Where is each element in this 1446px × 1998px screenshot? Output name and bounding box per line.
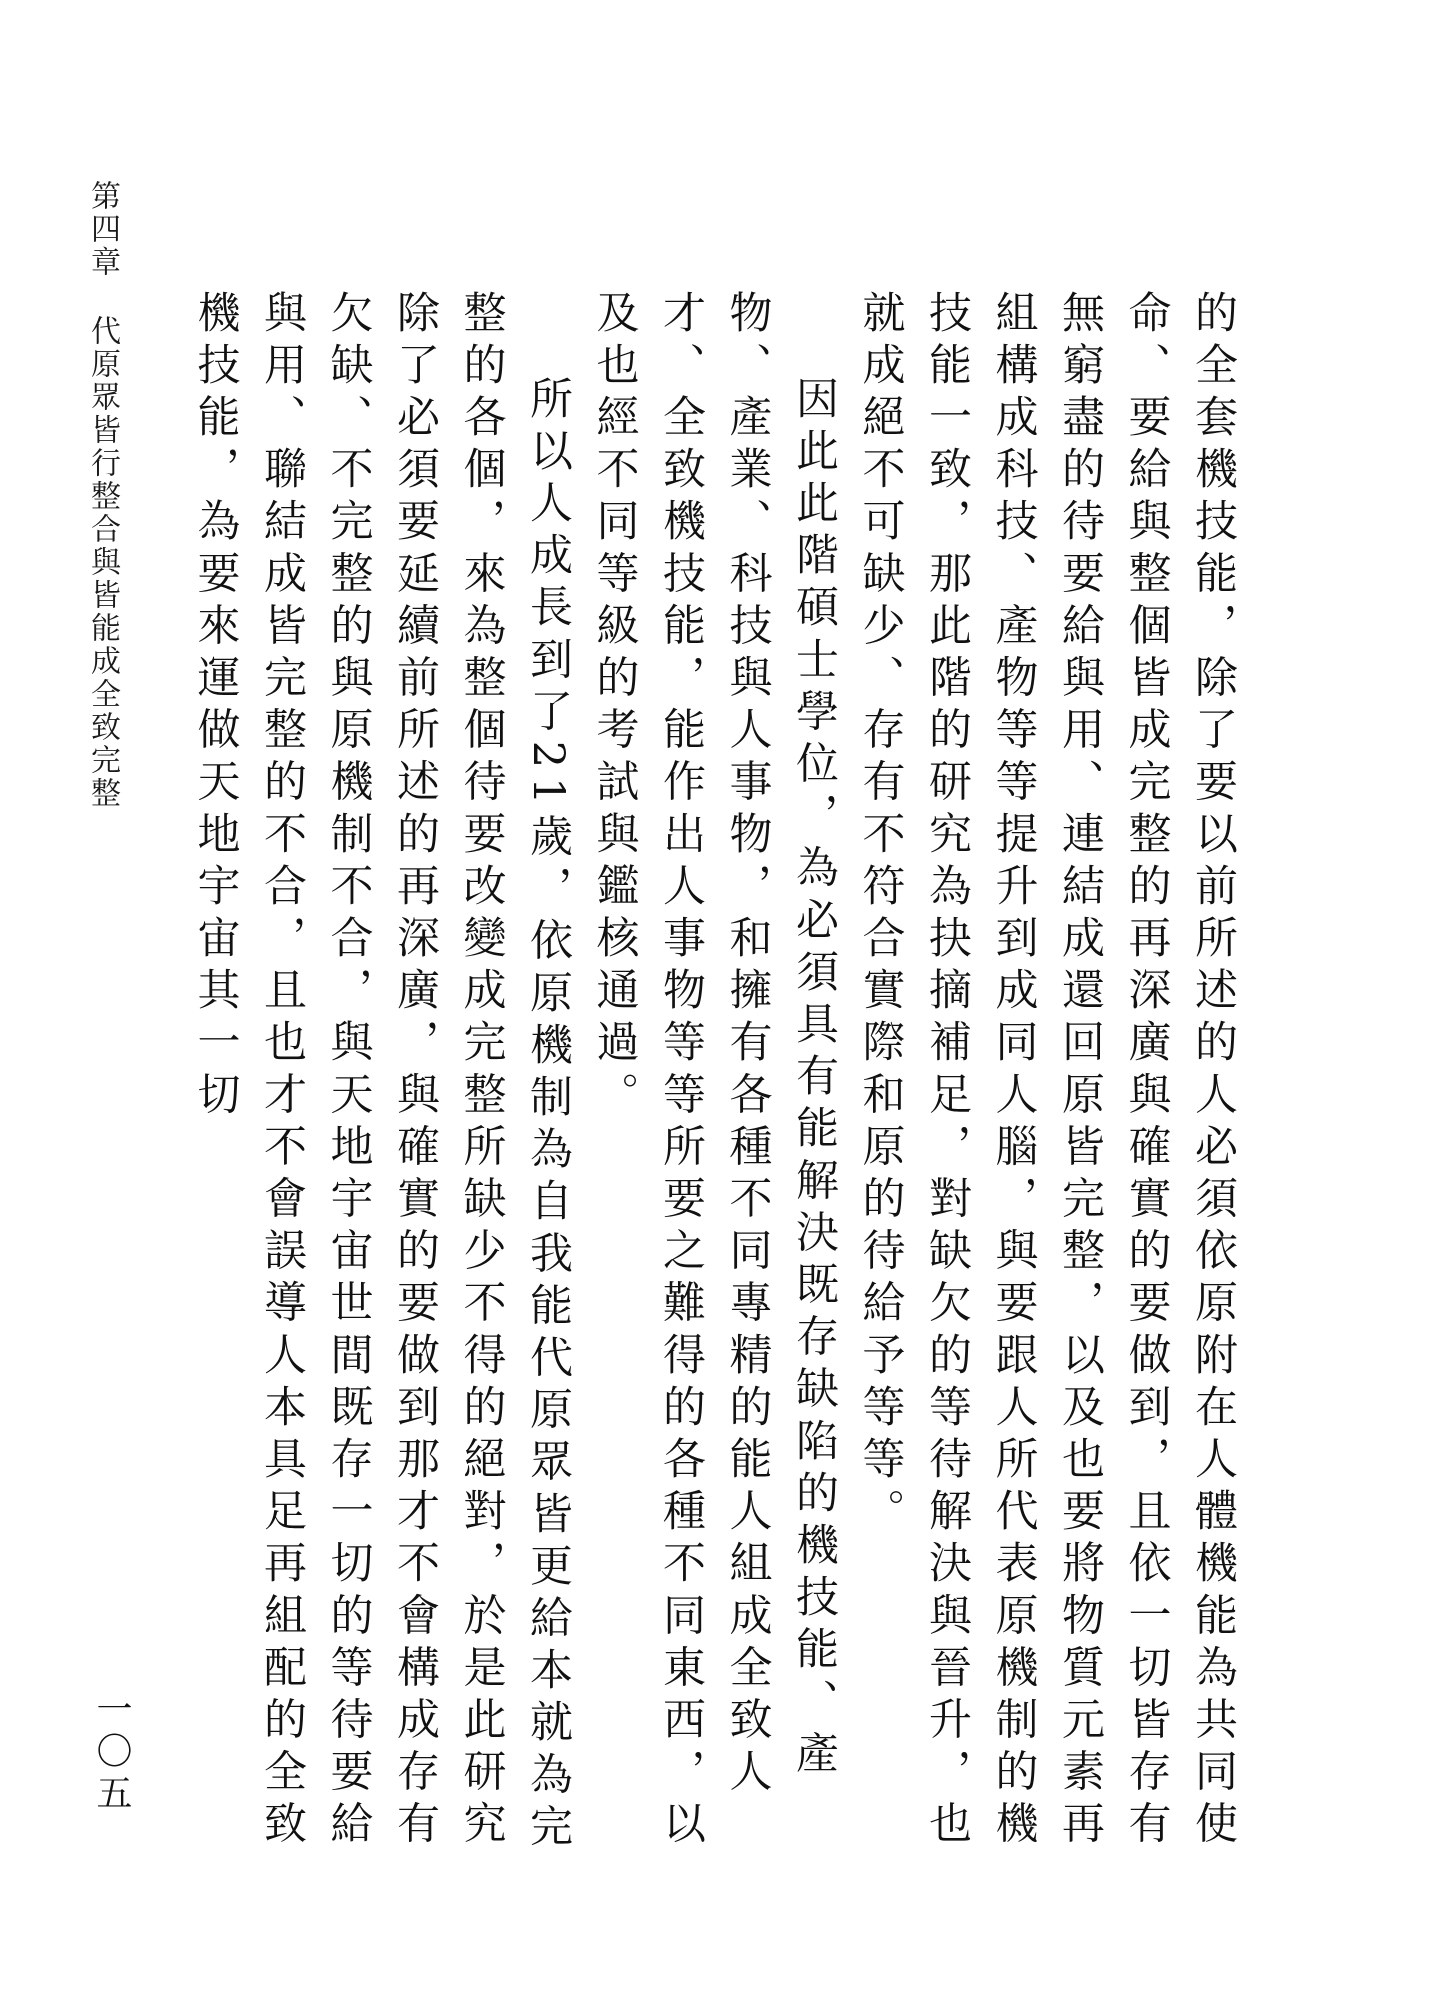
chapter-title: 代原眾皆行整合與皆能成全致完整	[85, 315, 120, 810]
running-head	[82, 180, 122, 810]
paragraph-2: 因此此階碩士學位，為必須具有能解決既存缺陷的機技能、產物、產業、科技與人事物，和擁有各種不同專精的能人組成全致人才、全致機技能，能作出人事物等等所要之難得的各種不同東西，以及也經不同等級的考試與鑑核通過。	[589, 290, 839, 1853]
paragraph-3: 所以人成長到了21歲，依原機制為自我能代原眾皆更給本就為完整的各個，來為整個待要改變成完整所缺少不得的絕對，於是此研究除了必須要延續前所述的再深廣，與確實的要做到那才不會構成存有欠缺、不完整的與原機制不合，與天地宇宙世間既存一切的等待要給與用、聯結成皆完整的不合，且也才不會誤導人本具足再組配的全致機技能，為要來運做天地宇宙其一切	[190, 290, 573, 1856]
paragraph-1: 的全套機技能，除了要以前所述的人必須依原附在人體機能為共同使命、要給與整個皆成完整的再深廣與確實的要做到，且依一切皆存有無窮盡的待要給與用、連結成還回原皆完整，以及也要將物質元素再組構成科技、產物等等提升到成同人腦，與要跟人所代表原機制的機技能一致，那此階的研究為抉摘補足，對缺欠的等待解決與晉升，也就成絕不可缺少、存有不符合實際和原的待給予等等。	[855, 290, 1238, 1853]
page-number: 一〇五	[91, 1690, 132, 1816]
body-text	[190, 290, 1246, 1870]
chapter-label: 第四章	[85, 180, 120, 279]
